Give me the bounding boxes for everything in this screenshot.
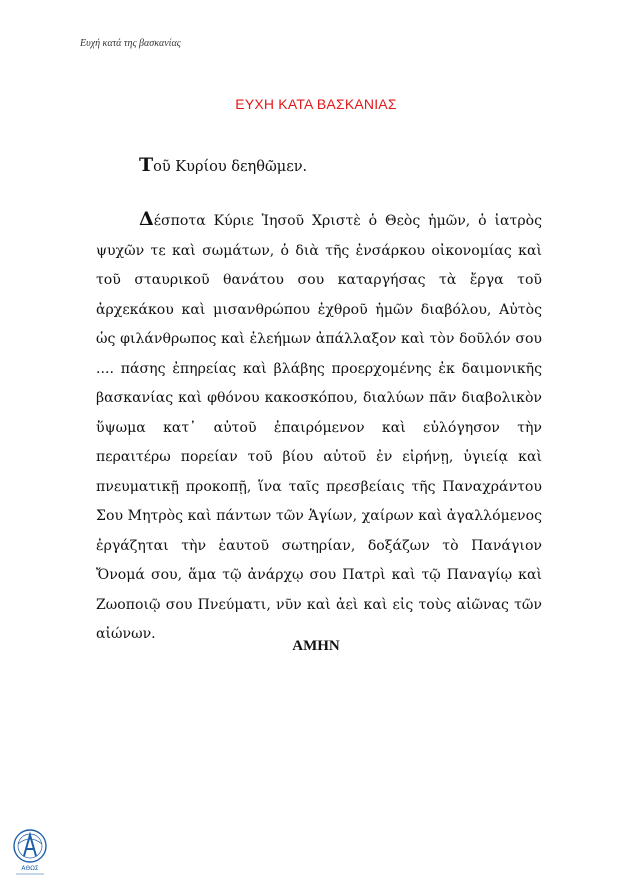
- intro-initial: Τ: [139, 154, 154, 176]
- prayer-initial: Δ: [139, 208, 154, 230]
- logo-caption: ΑΘΩΣ: [21, 865, 39, 872]
- prayer-text: έσποτα Κύριε Ἰησοῦ Χριστὲ ὁ Θεὸς ἡμῶν, ὁ ἰατρὸς ψυχῶν τε καὶ σωμάτων, ὁ διὰ τῆς ἐνσάρκου οἰκονομίας καὶ τοῦ σταυρικοῦ θανάτου σου καταργήσας τὰ ἔργα τοῦ ἀρχεκάκου καὶ μισανθρώπου ἐχθροῦ ἡμῶν διαβόλου, Αὐτὸς ὡς φιλάνθρωπος καὶ ἐλεήμων ἀπάλλαξον καὶ τὸν δοῦλόν σου .... πάσης ἐπηρείας καὶ βλάβης προερχομένης ἐκ δαιμονικῆς βασκανίας καὶ φθόνου κακοσκόπου, διαλύων πᾶν διαβολικὸν ὕψωμα κατ᾽ αὐτοῦ ἐπαιρόμενον καὶ εὐλόγησον τὴν περαιτέρω πορείαν τοῦ βίου αὐτοῦ ἐν εἰρήνῃ, ὑγιείᾳ καὶ πνευματικῇ προκοπῇ, ἵνα ταῖς πρεσβείαις τῆς Παναχράντου Σου Μητρὸς καὶ πάντων τῶν Ἁγίων, χαίρων καὶ ἀγαλλόμενος ἐργάζηται τὴν ἑαυτοῦ σωτηρίαν, δοξάζων τὸ Πανάγιον Ὄνομά σου, ἅμα τῷ ἀνάρχῳ σου Πατρὶ καὶ τῷ Παναγίῳ καὶ Ζωοποιῷ σου Πνεύματι, νῦν καὶ ἀεὶ καὶ εἰς τοὺς αἰῶνας τῶν αἰώνων.: [96, 213, 542, 642]
- intro-line: [139, 154, 307, 176]
- closing-amen: ΑΜΗΝ: [292, 638, 340, 654]
- intro-text: οῦ Κυρίου δεηθῶμεν.: [153, 159, 308, 175]
- publisher-logo-icon: [8, 826, 52, 881]
- running-header: Ευχή κατά της βασκανίας: [80, 38, 181, 49]
- prayer-paragraph: [96, 205, 542, 650]
- document-title: ΕΥΧΗ ΚΑΤΑ ΒΑΣΚΑΝΙΑΣ: [235, 96, 397, 112]
